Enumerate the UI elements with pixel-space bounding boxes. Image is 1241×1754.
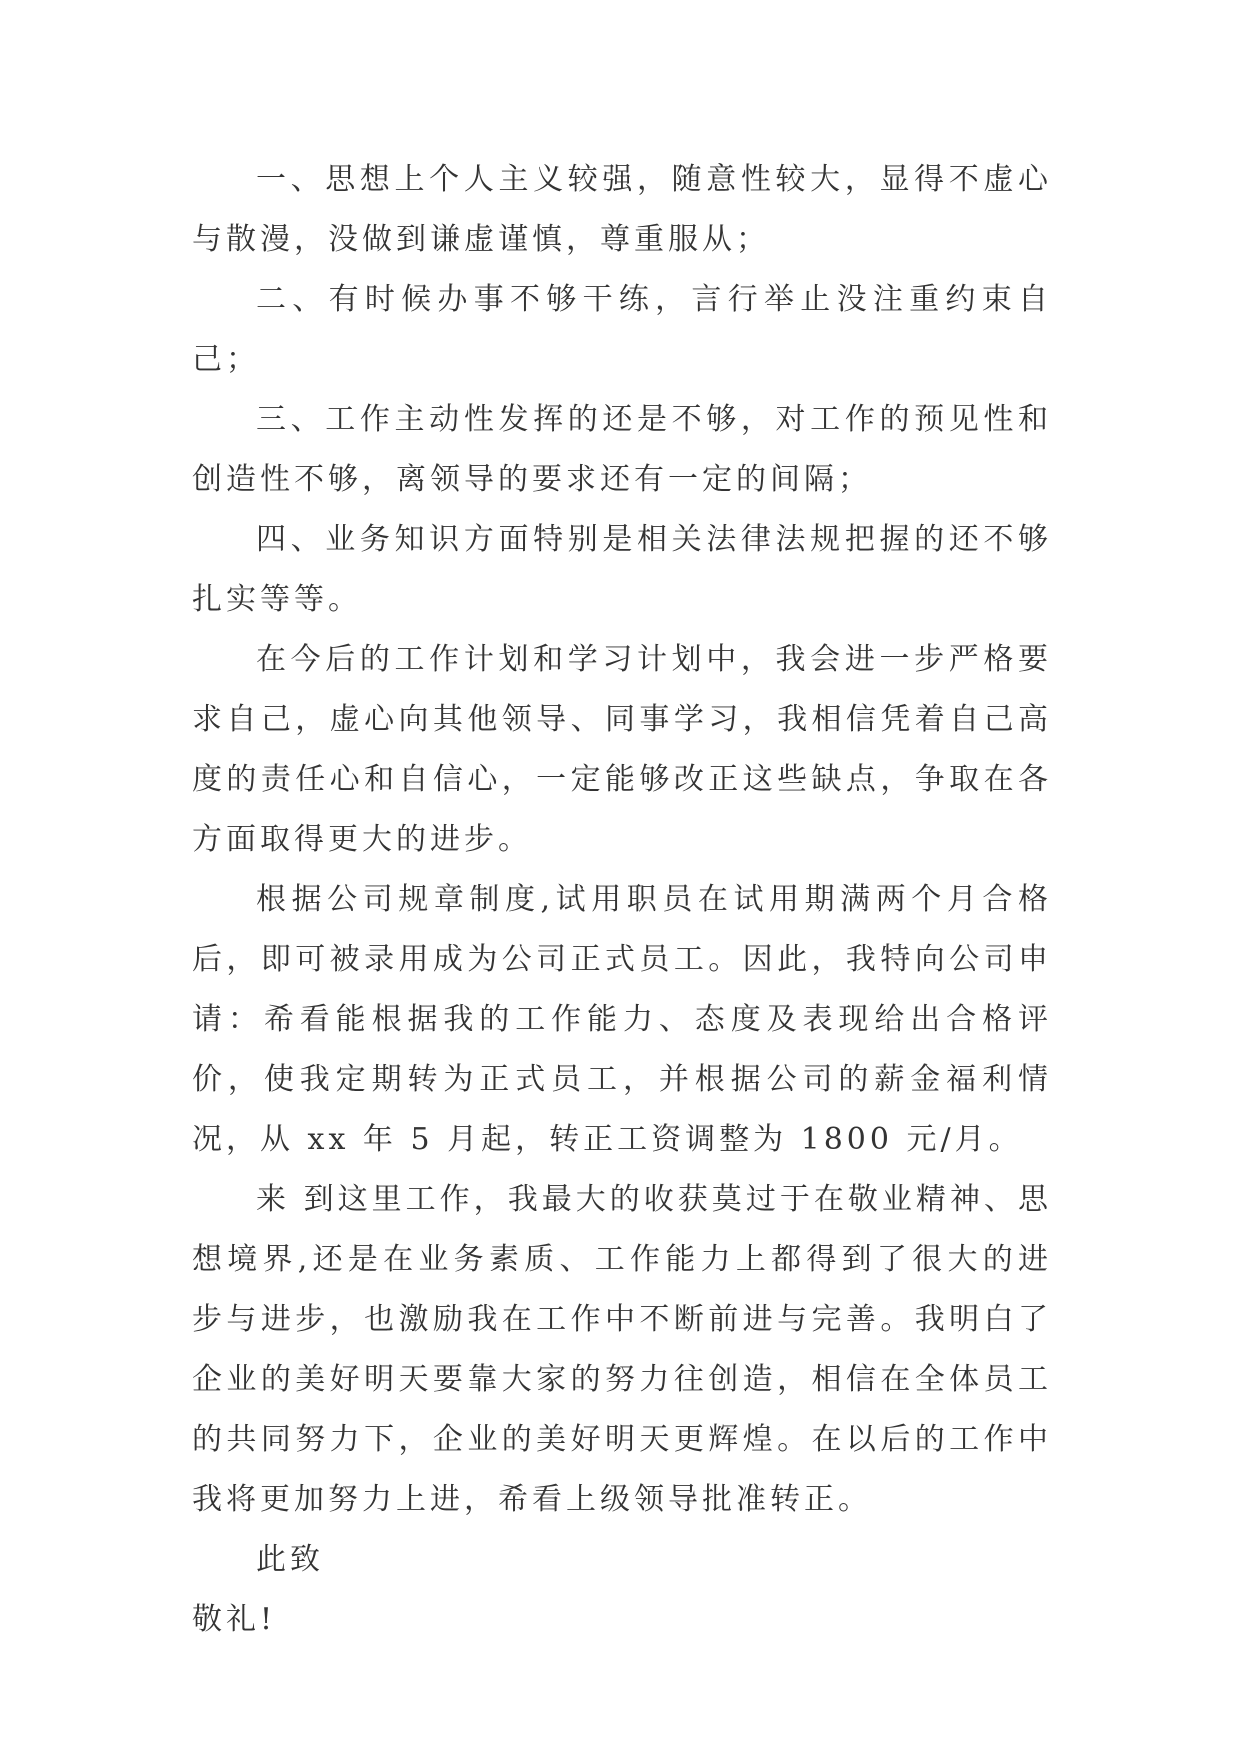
closing: 此致	[256, 1542, 324, 1577]
document-body	[192, 150, 1052, 1650]
salutation: 敬礼!	[192, 1602, 277, 1637]
paragraph-application: 根据公司规章制度,试用职员在试用期满两个月合格后，即可被录用成为公司正式员工。因此，我特向公司申请：希看能根据我的工作能力、态度及表现给出合格评价，使我定期转为正式员工，并根据公司的薪金福利情况，从 xx 年 5 月起，转正工资调整为 1800 元/月。	[192, 882, 1052, 1157]
paragraph-conclusion: 来 到这里工作，我最大的收获莫过于在敬业精神、思想境界,还是在业务素质、工作能力上都得到了很大的进步与进步，也激励我在工作中不断前进与完善。我明白了 企业的美好明天要靠大家的努力往创造，相信在全体员工的共同努力下，企业的美好明天更辉煌。在以后的工作中我将更加努力上进，希看上级领导批准转正。	[192, 1182, 1052, 1517]
paragraph-shortcoming-4: 四、业务知识方面特别是相关法律法规把握的还不够扎实等等。	[192, 522, 1052, 617]
paragraph-shortcoming-1: 一、思想上个人主义较强，随意性较大，显得不虚心与散漫，没做到谦虚谨慎，尊重服从；	[192, 162, 1052, 257]
paragraph-shortcoming-3: 三、工作主动性发挥的还是不够，对工作的预见性和创造性不够，离领导的要求还有一定的间隔；	[192, 402, 1052, 497]
paragraph-improvement-plan: 在今后的工作计划和学习计划中，我会进一步严格要求自己，虚心向其他领导、同事学习，我相信凭着自己高度的责任心和自信心，一定能够改正这些缺点，争取在各方面取得更大的进步。	[192, 642, 1052, 857]
paragraph-shortcoming-2: 二、有时候办事不够干练，言行举止没注重约束自己；	[192, 282, 1052, 377]
